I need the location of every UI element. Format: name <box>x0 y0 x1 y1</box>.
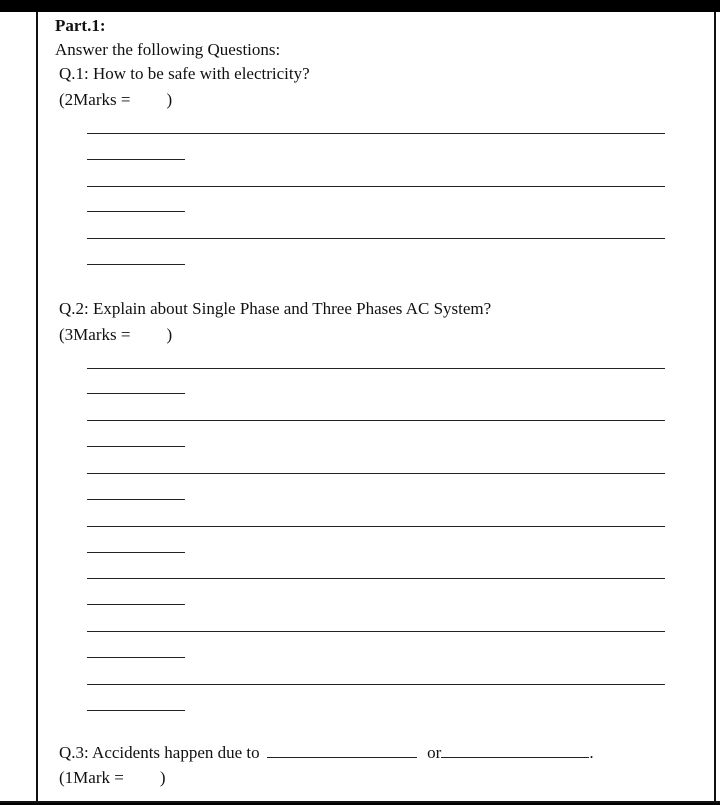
answer-line[interactable] <box>87 684 665 685</box>
question-3-blank-2[interactable] <box>441 743 589 758</box>
answer-line[interactable] <box>87 420 665 421</box>
question-3-connector: or <box>427 743 442 762</box>
answer-line[interactable] <box>87 393 185 394</box>
page-border-right <box>714 12 716 803</box>
part-title: Part.1: <box>55 16 106 35</box>
question-2-marks-close: ) <box>166 325 173 344</box>
question-2-marks <box>59 325 172 345</box>
question-2-marks-label: (3Marks = <box>59 325 131 344</box>
worksheet-page <box>0 12 720 803</box>
question-1: Q.1: How to be safe with electricity? <box>59 64 310 83</box>
answer-line[interactable] <box>87 499 185 500</box>
answer-line[interactable] <box>87 368 665 369</box>
answer-line[interactable] <box>87 211 185 212</box>
question-1-marks-close: ) <box>166 90 173 109</box>
answer-line[interactable] <box>87 264 185 265</box>
answer-line[interactable] <box>87 578 665 579</box>
question-1-marks <box>59 90 172 110</box>
answer-line[interactable] <box>87 473 665 474</box>
instruction-text: Answer the following Questions: <box>55 40 281 59</box>
question-3-marks-label: (1Mark = <box>59 768 124 787</box>
question-3-end-mark: . <box>589 743 594 762</box>
answer-line[interactable] <box>87 159 185 160</box>
question-3-blank-1[interactable] <box>267 743 417 758</box>
answer-line[interactable] <box>87 604 185 605</box>
answer-line[interactable] <box>87 552 185 553</box>
answer-line[interactable] <box>87 446 185 447</box>
answer-line[interactable] <box>87 631 665 632</box>
answer-line[interactable] <box>87 657 185 658</box>
question-3-text: Q.3: Accidents happen due to <box>59 743 260 762</box>
answer-line[interactable] <box>87 186 665 187</box>
question-3-marks-close: ) <box>159 768 166 787</box>
question-2: Q.2: Explain about Single Phase and Three Phases AC System? <box>59 299 492 318</box>
answer-line[interactable] <box>87 238 665 239</box>
question-1-marks-label: (2Marks = <box>59 90 131 109</box>
page-border-bottom <box>0 801 720 803</box>
question-3-marks <box>59 768 166 788</box>
page-border-left <box>36 12 38 803</box>
question-3 <box>59 743 594 763</box>
answer-line[interactable] <box>87 133 665 134</box>
answer-line[interactable] <box>87 710 185 711</box>
answer-line[interactable] <box>87 526 665 527</box>
